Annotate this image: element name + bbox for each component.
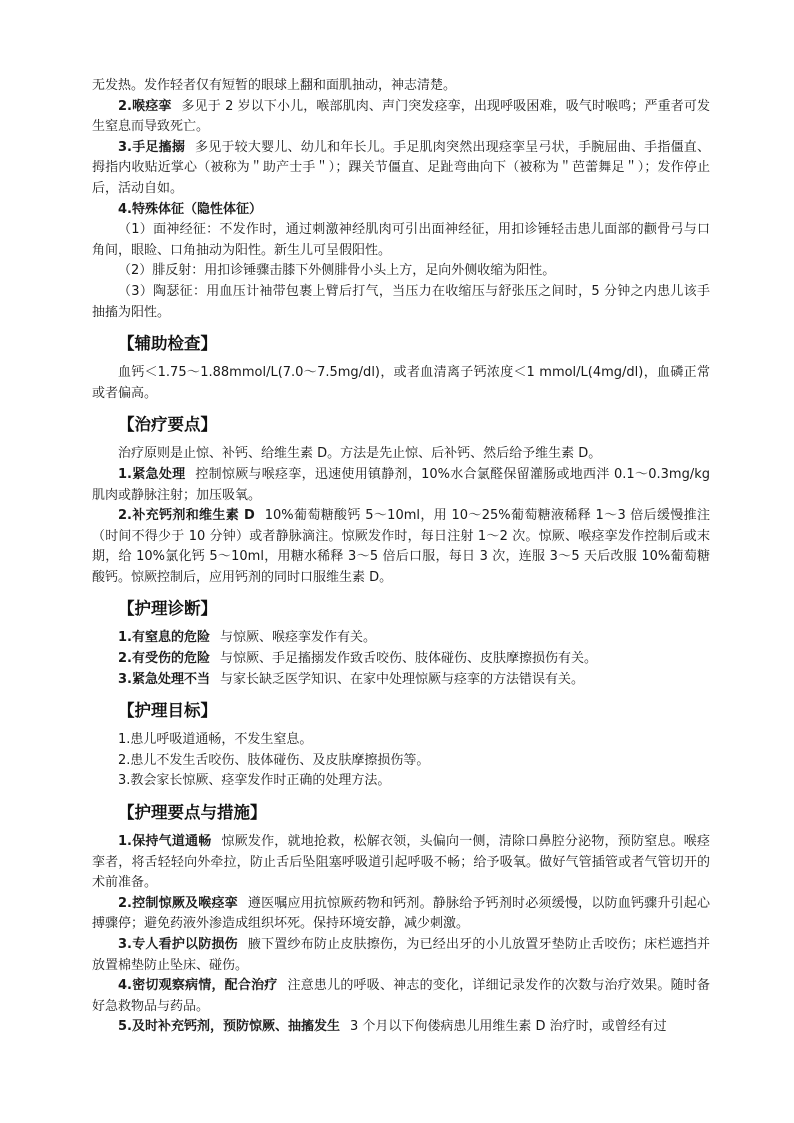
item-lead: 1.紧急处理: [118, 466, 186, 482]
section-heading-nursing-diagnosis: 【护理诊断】: [118, 599, 217, 619]
section-heading-nursing-measures: 【护理要点与措施】: [118, 803, 267, 823]
measure-item: 4.密切观察病情，配合治疗 注意患儿的呼吸、神志的变化，详细记录发作的次数与治疗效果。随时备好急救物品与药品。: [92, 978, 710, 1014]
section-heading-aux-exam: 【辅助检查】: [118, 334, 217, 354]
document-page: [92, 76, 710, 1038]
section-heading-nursing-goals: 【护理目标】: [118, 701, 217, 721]
diagnosis-item: 3.紧急处理不当 与家长缺乏医学知识、在家中处理惊厥与痉挛的方法错误有关。: [118, 671, 584, 687]
symptom-laryngospasm: 2.喉痉挛 多见于 2 岁以下小儿，喉部肌肉、声门突发痉挛，出现呼吸困难，吸气时喉鸣；严重者可发生窒息而导致死亡。: [92, 98, 710, 135]
goal-item: 3.教会家长惊厥、痉挛发作时正确的处理方法。: [118, 773, 391, 789]
item-lead: 3.手足搐搦: [118, 139, 186, 155]
sign-chvostek: （1）面神经征：不发作时，通过刺激神经肌肉可引出面神经征，用扣诊锤轻击患儿面部的颧骨弓与口角间，眼睑、口角抽动为阳性。新生儿可呈假阳性。: [92, 222, 710, 258]
symptom-carpopedal-spasm: 3.手足搐搦 多见于较大婴儿、幼儿和年长儿。手足肌肉突然出现痉挛呈弓状，手腕屈曲、手指僵直、拇指内收贴近掌心（被称为＂助产士手＂）；踝关节僵直、足趾弯曲向下（被称为＂芭蕾舞足＂）；发作停止后，活动自如。: [92, 139, 710, 196]
paragraph-continuation: 无发热。发作轻者仅有短暂的眼球上翻和面肌抽动，神志清楚。: [92, 78, 457, 93]
treatment-principle: 治疗原则是止惊、补钙、给维生素 D。方法是先止惊、后补钙、然后给予维生素 D。: [118, 446, 602, 462]
diagnosis-item: 2.有受伤的危险 与惊厥、手足搐搦发作致舌咬伤、肢体碰伤、皮肤摩擦损伤有关。: [118, 651, 597, 667]
sign-trousseau: （3）陶瑟征：用血压计袖带包裹上臂后打气，当压力在收缩压与舒张压之间时，5 分钟之内患儿该手抽搐为阳性。: [92, 283, 710, 320]
measure-item: 1.保持气道通畅 惊厥发作，就地抢救，松解衣领，头偏向一侧，清除口鼻腔分泌物，预防窒息。喉痉挛者，将舌轻轻向外牵拉，防止舌后坠阻塞呼吸道引起呼吸不畅；给予吸氧。做好气管插管或者气管切开的术前准备。: [92, 834, 710, 891]
treatment-calcium: 2.补充钙剂和维生素 D 10%葡萄糖酸钙 5～10ml，用 10～25%葡萄糖液稀释 1～3 倍后缓慢推注（时间不得少于 10 分钟）或者静脉滴注。惊厥发作时，每日注射 1～2 次。惊厥、喉痉挛发作控制后或末期，给 10%氯化钙 5～10ml，用糖水稀释 3～5 倍后口服，每日 3 次，连服 3～5 天后改服 10%葡萄糖酸钙。惊厥控制后，应用钙剂的同时口服维生素 D。: [92, 508, 710, 585]
diagnosis-item: 1.有窒息的危险 与惊厥、喉痉挛发作有关。: [118, 630, 376, 646]
measure-item: 2.控制惊厥及喉痉挛 遵医嘱应用抗惊厥药物和钙剂。静脉给予钙剂时必须缓慢，以防血钙骤升引起心搏骤停；避免药液外渗造成组织坏死。保持环境安静，减少刺激。: [92, 895, 710, 932]
sign-peroneal: （2）腓反射：用扣诊锤骤击膝下外侧腓骨小头上方，足向外侧收缩为阳性。: [118, 263, 556, 279]
measure-item: 3.专人看护以防损伤 腋下置纱布防止皮肤擦伤，为已经出牙的小儿放置牙垫防止舌咬伤；床栏遮挡并放置棉垫防止坠床、碰伤。: [92, 937, 710, 973]
measure-item: 5.及时补充钙剂，预防惊厥、抽搐发生 3 个月以下佝偻病患儿用维生素 D 治疗时，或曾经有过: [118, 1019, 667, 1035]
item-lead: 2.喉痉挛: [118, 98, 172, 114]
special-signs-heading: 4.特殊体征（隐性体征）: [118, 201, 262, 217]
item-lead: 2.补充钙剂和维生素 D: [118, 508, 255, 524]
treatment-emergency: 1.紧急处理 控制惊厥与喉痉挛，迅速使用镇静剂，10%水合氯醛保留灌肠或地西泮 0.1～0.3mg/kg 肌肉或静脉注射；加压吸氧。: [92, 466, 710, 503]
goal-item: 2.患儿不发生舌咬伤、肢体碰伤、及皮肤摩擦损伤等。: [118, 752, 430, 768]
goal-item: 1.患儿呼吸道通畅，不发生窒息。: [118, 732, 313, 748]
aux-exam-text: 血钙＜1.75～1.88mmol/L(7.0～7.5mg/dl)，或者血清离子钙浓度＜1 mmol/L(4mg/dl)，血磷正常或者偏高。: [92, 365, 710, 401]
section-heading-treatment: 【治疗要点】: [118, 415, 217, 435]
